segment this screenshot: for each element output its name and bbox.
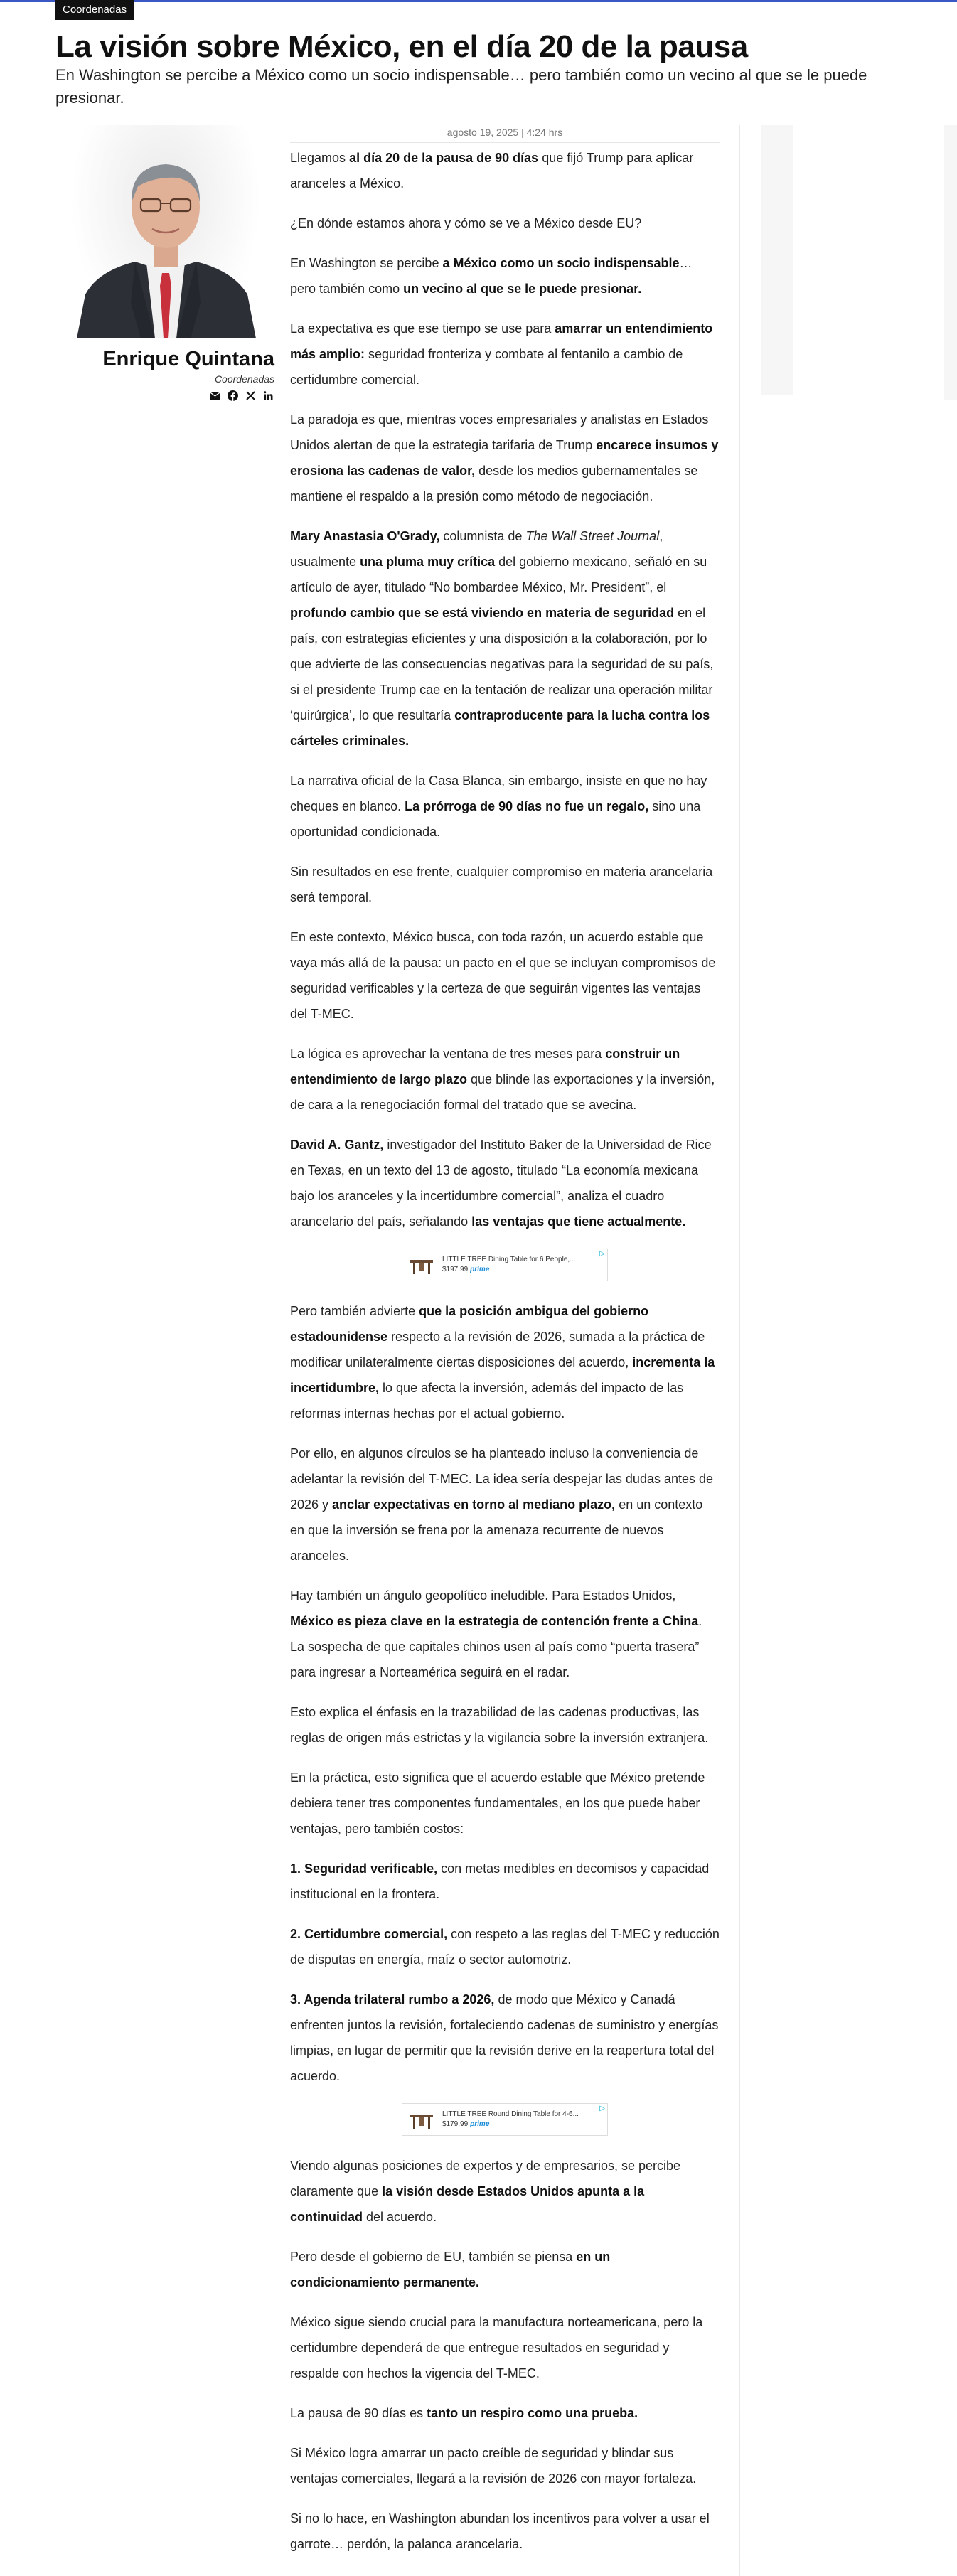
article-paragraph: La paradoja es que, mientras voces empresariales y analistas en Estados Unidos alertan de que la estrategia tarifaria de Trump encarece insumos y erosiona las cadenas de valor, desde los medios gubernamentales se mantiene el respaldo a la presión como método de negociación.: [290, 412, 719, 503]
article-paragraph: Esto explica el énfasis en la trazabilidad de las cadenas productivas, las reglas de origen más estrictas y la vigilancia sobre la inversión extranjera.: [290, 1705, 709, 1745]
prime-badge: prime: [470, 1266, 490, 1273]
article-paragraph: ¿En dónde estamos ahora y cómo se ve a México desde EU?: [290, 216, 642, 230]
dateline: agosto 19, 2025 | 4:24 hrs: [290, 127, 720, 143]
author-box: [68, 125, 274, 402]
facebook-icon[interactable]: [227, 390, 239, 402]
prime-badge: prime: [470, 2120, 490, 2128]
article-paragraph: Mary Anastasia O'Grady, columnista de The Wall Street Journal, usualmente una pluma muy crítica del gobierno mexicano, señaló en su artículo de ayer, titulado “No bombardee México, Mr. President”, el profundo cambio que se está viviendo en materia de seguridad en el país, con estrategias eficientes y una disposición a la colaboración, por lo que advierte de las consecuencias negativas para la seguridad de su país, si el presidente Trump cae en la tentación de realizar una operación militar ‘quirúrgica’, lo que resultaría contraproducente para la lucha contra los cárteles criminales.: [290, 529, 714, 748]
headline: La visión sobre México, en el día 20 de la pausa: [55, 29, 748, 64]
article-paragraph: Hay también un ángulo geopolítico ineludible. Para Estados Unidos, México es pieza clave en la estrategia de contención frente a China. La sospecha de que capitales chinos usen al país como “puerta trasera” para ingresar a Norteamérica seguirá en el radar.: [290, 1588, 702, 1679]
article-paragraph: En este contexto, México busca, con toda razón, un acuerdo estable que vaya más allá de la pausa: un pacto en el que se incluyan compromisos de seguridad verificables y la certeza de que seguirán vigentes las ventajas del T-MEC.: [290, 930, 716, 1021]
author-column: Coordenadas: [214, 373, 274, 385]
adchoices-icon[interactable]: ▷: [599, 2105, 605, 2112]
author-name[interactable]: Enrique Quintana: [102, 348, 274, 370]
article-paragraph: Si México logra amarrar un pacto creíble de seguridad y blindar sus ventajas comerciales, llegará a la revisión de 2026 con mayor fortaleza.: [290, 2446, 697, 2486]
article-body: [290, 145, 720, 2571]
linkedin-icon[interactable]: [262, 390, 274, 402]
sidebar-ad-slot-right[interactable]: [944, 125, 957, 400]
ad-product-price: $197.99 prime: [442, 1266, 490, 1273]
article-paragraph: Sin resultados en ese frente, cualquier compromiso en materia arancelaria será temporal.: [290, 865, 713, 904]
section-tag[interactable]: Coordenadas: [55, 0, 134, 20]
article-paragraph: Pero desde el gobierno de EU, también se piensa en un condicionamiento permanente.: [290, 2250, 611, 2289]
article-paragraph: La expectativa es que ese tiempo se use para amarrar un entendimiento más amplio: seguridad fronteriza y combate al fentanilo a cambio de certidumbre comercial.: [290, 321, 713, 387]
ad-product-title: LITTLE TREE Dining Table for 6 People,...: [442, 1256, 576, 1263]
article-paragraph: Si no lo hace, en Washington abundan los incentivos para volver a usar el garrote… perdón, la palanca arancelaria.: [290, 2511, 710, 2551]
column-divider: [739, 125, 740, 2576]
ad-product-price: $179.99 prime: [442, 2120, 490, 2128]
article-paragraph: La narrativa oficial de la Casa Blanca, sin embargo, insiste en que no hay cheques en blanco. La prórroga de 90 días no fue un regalo, sino una oportunidad condicionada.: [290, 774, 707, 839]
mail-icon[interactable]: [209, 390, 221, 402]
sponsored-product-ad[interactable]: [402, 2103, 608, 2136]
article-paragraph: 1. Seguridad verificable, con metas medibles en decomisos y capacidad institucional en la frontera.: [290, 1861, 710, 1901]
author-social-links: [68, 390, 274, 402]
article-paragraph: En Washington se percibe a México como un socio indispensable… pero también como un vecino al que se le puede presionar.: [290, 256, 693, 296]
adchoices-icon[interactable]: ▷: [599, 1250, 605, 1258]
article-paragraph: 2. Certidumbre comercial, con respeto a las reglas del T-MEC y reducción de disputas en energía, maíz o sector automotriz.: [290, 1927, 720, 1967]
ad-product-title: LITTLE TREE Round Dining Table for 4-6...: [442, 2110, 579, 2118]
article-paragraph: Viendo algunas posiciones de expertos y de empresarios, se percibe claramente que la visión desde Estados Unidos apunta a la continuidad del acuerdo.: [290, 2159, 680, 2224]
x-icon[interactable]: [245, 390, 257, 402]
article-paragraph: En la práctica, esto significa que el acuerdo estable que México pretende debiera tener tres componentes fundamentales, en los que puede haber ventajas, pero también costos:: [290, 1770, 705, 1836]
article-paragraph: Por ello, en algunos círculos se ha planteado incluso la conveniencia de adelantar la revisión del T-MEC. La idea sería despejar las dudas antes de 2026 y anclar expectativas en torno al mediano plazo, en un contexto en que la inversión se frena por la amenaza recurrente de nuevos aranceles.: [290, 1446, 714, 1563]
article-paragraph: David A. Gantz, investigador del Instituto Baker de la Universidad de Rice en Texas, en un texto del 13 de agosto, titulado “La economía mexicana bajo los aranceles y la incertidumbre comercial”, analiza el cuadro arancelario del país, señalando las ventajas que tiene actualmente.: [290, 1138, 712, 1229]
top-accent-line: [0, 0, 957, 2]
article-paragraph: Pero también advierte que la posición ambigua del gobierno estadounidense respecto a la revisión de 2026, sumada a la práctica de modificar unilateralmente ciertas disposiciones del acuerdo, incrementa la incertidumbre, lo que afecta la inversión, además del impacto de las reformas internas hechas por el actual gobierno.: [290, 1304, 715, 1421]
author-photo: [70, 125, 262, 338]
round-table-icon: [408, 2107, 435, 2132]
sidebar-ad-slot[interactable]: [761, 125, 793, 395]
dek: En Washington se percibe a México como un socio indispensable… pero también como un vecino al que se le puede presionar.: [55, 66, 867, 107]
article-paragraph: La pausa de 90 días es tanto un respiro como una prueba.: [290, 2406, 638, 2420]
dining-table-icon: [408, 1252, 435, 1278]
sponsored-product-ad[interactable]: [402, 1249, 608, 1281]
article-paragraph: Llegamos al día 20 de la pausa de 90 días que fijó Trump para aplicar aranceles a México.: [290, 151, 694, 191]
article-paragraph: 3. Agenda trilateral rumbo a 2026, de modo que México y Canadá enfrenten juntos la revisión, fortaleciendo cadenas de suministro y energías limpias, en lugar de permitir que la revisión derive en la reapertura total del acuerdo.: [290, 1992, 719, 2083]
article-paragraph: La lógica es aprovechar la ventana de tres meses para construir un entendimiento de largo plazo que blinde las exportaciones y la inversión, de cara a la renegociación formal del tratado que se avecina.: [290, 1047, 715, 1112]
article-paragraph: México sigue siendo crucial para la manufactura norteamericana, pero la certidumbre dependerá de que entregue resultados en seguridad y respalde con hechos la vigencia del T-MEC.: [290, 2315, 703, 2380]
